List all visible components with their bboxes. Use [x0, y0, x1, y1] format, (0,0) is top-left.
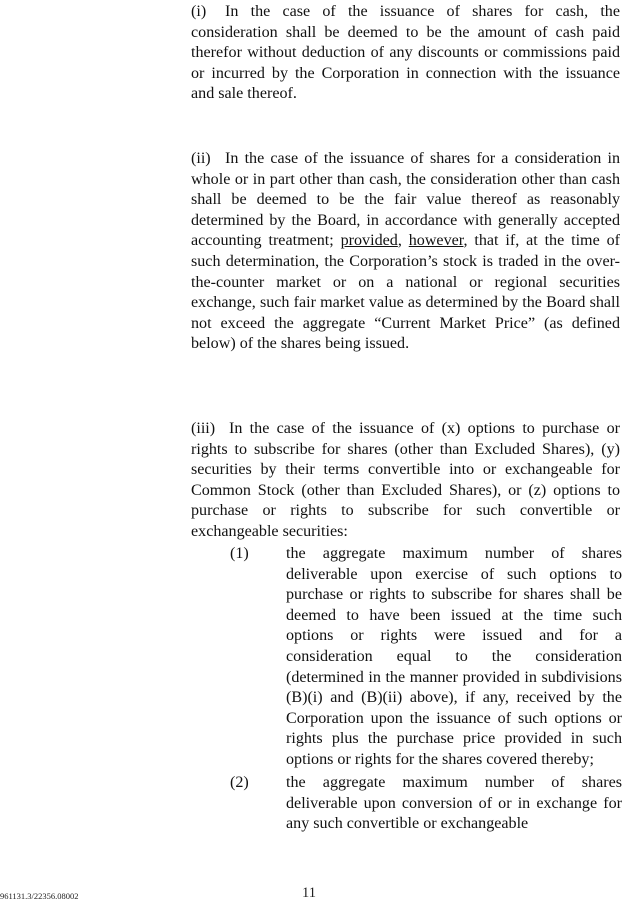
paragraph-label: (iii)	[191, 420, 216, 437]
paragraph-i	[191, 2, 620, 105]
comma: ,	[397, 232, 402, 250]
paragraph-ii	[191, 149, 620, 355]
subitem-text: the aggregate maximum number of shares deliverable upon exercise of such options to purchase or rights to subscribe for shares shall be deemed to have been issued at the time such options or rights were issued and for a consideration equal to the consideration (determined in the manner provided in subdivisions (B)(i) and (B)(ii) above), if any, received by the Corporation upon the issuance of such options or rights plus the purchase price provided in such options or rights for the shares covered thereby;	[286, 545, 622, 768]
subitem-2	[230, 773, 622, 835]
subitem-1	[230, 544, 622, 771]
subitem-number: (1)	[230, 545, 249, 562]
paragraph-iii	[191, 419, 620, 543]
paragraph-label: (ii)	[191, 150, 211, 167]
page-number: 11	[302, 885, 316, 901]
provided-term: provided	[340, 232, 398, 250]
paragraph-label: (i)	[191, 3, 207, 20]
paragraph-text: In the case of the issuance of shares for a consideration in whole or in part other than cash, the consideration other than cash shall be deemed to be the fair value thereof as reasonably determined by the Board, in accordance with generally accepted accounting treatment;	[191, 150, 620, 250]
subitem-text: the aggregate maximum number of shares deliverable upon conversion of or in exchange for any such convertible or exchangeable	[286, 774, 622, 833]
paragraph-text-cont: , that if, at the time of such determination, the Corporation’s stock is traded in the over-the-counter market or on a national or regional securities exchange, such fair market value as determined by the Board shall not exceed the aggregate “Current Market Price” (as defined below) of the shares being issued.	[191, 232, 620, 353]
document-id: 961131.3/22356.08002	[0, 891, 79, 901]
paragraph-text: In the case of the issuance of shares for cash, the consideration shall be deemed to be the amount of cash paid therefor without deduction of any discounts or commissions paid or incurred by the Corporation in connection with the issuance and sale thereof.	[191, 3, 620, 103]
however-term: however	[408, 232, 464, 250]
subitem-number: (2)	[230, 774, 249, 791]
paragraph-text: In the case of the issuance of (x) options to purchase or rights to subscribe for shares (other than Excluded Shares), (y) securities by their terms convertible into or exchangeable for Common Stock (other than Excluded Shares), or (z) options to purchase or rights to subscribe for such convertible or exchangeable securities:	[191, 420, 620, 540]
